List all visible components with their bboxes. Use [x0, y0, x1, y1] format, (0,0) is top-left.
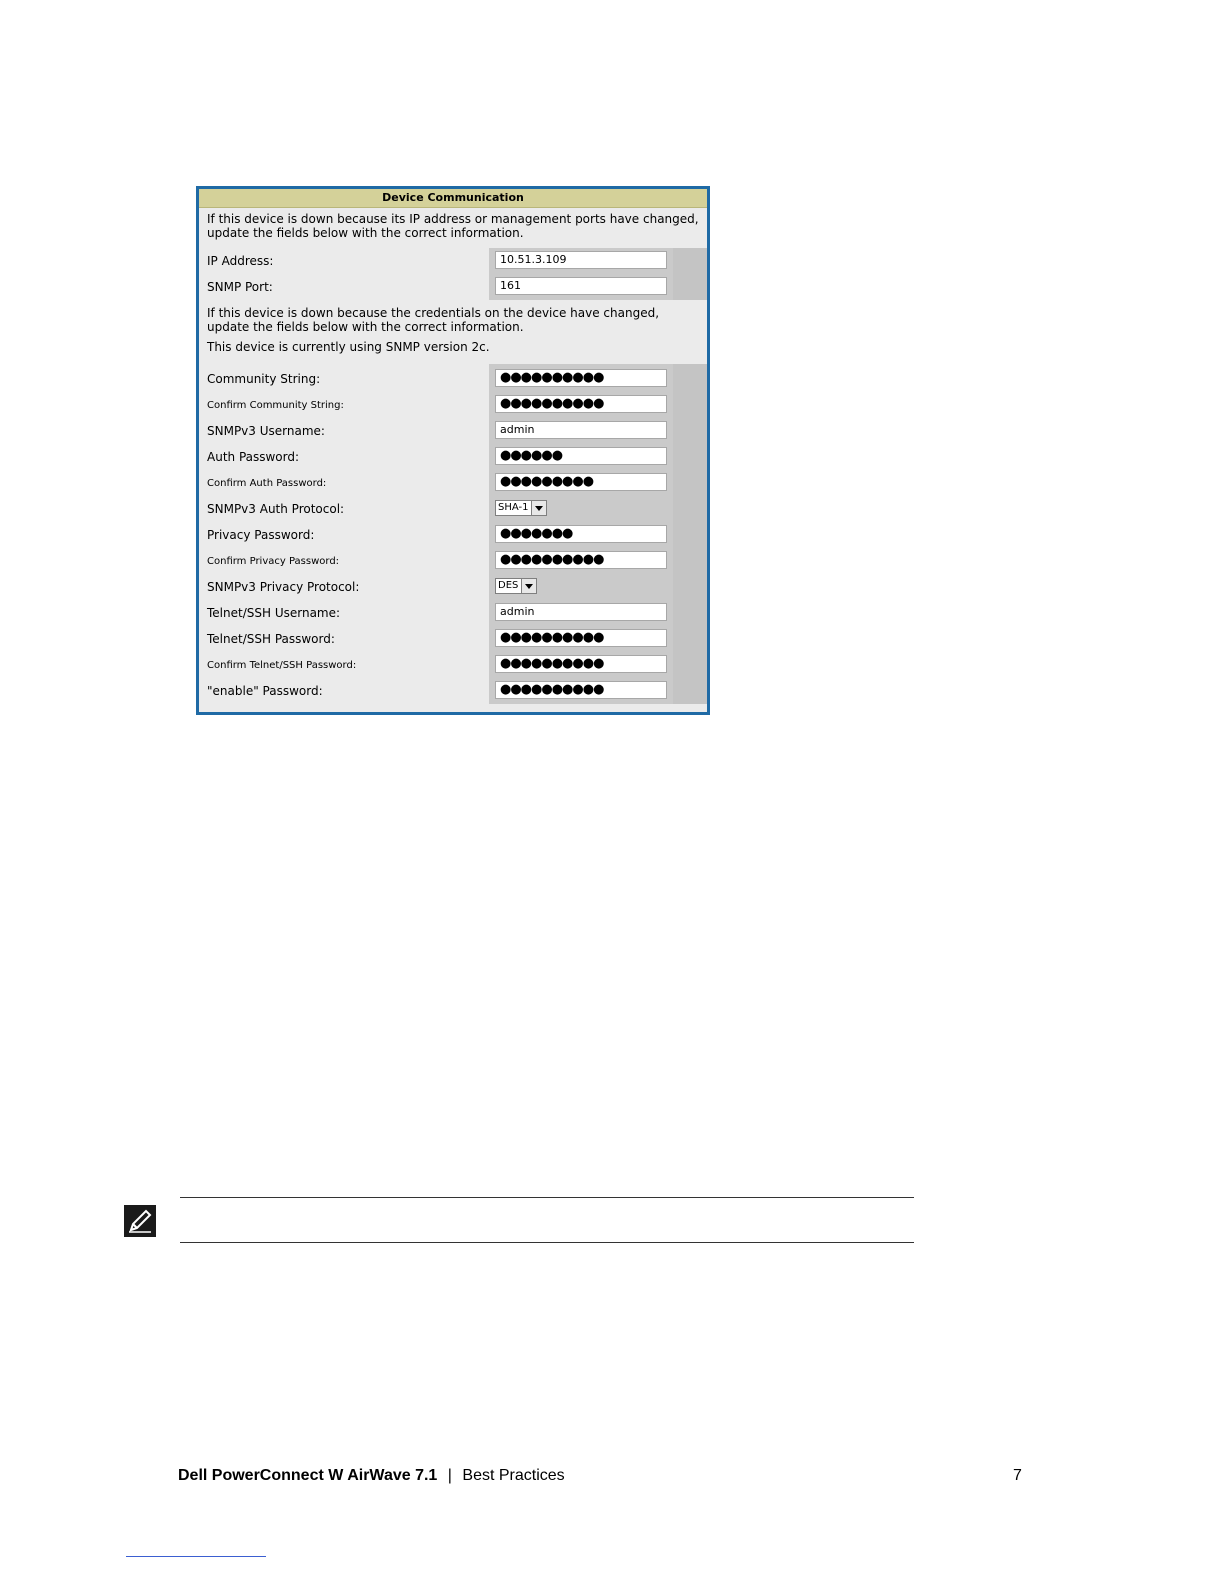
field-row-confirm-privacy-password: [199, 548, 707, 574]
device-communication-panel: [196, 186, 710, 715]
auth-password-label: Auth Password:: [207, 450, 300, 464]
confirm-community-string-input[interactable]: ●●●●●●●●●●: [495, 395, 667, 413]
snmpv3-username-label: SNMPv3 Username:: [207, 424, 325, 438]
auth-password-input[interactable]: ●●●●●●: [495, 447, 667, 465]
chevron-down-icon[interactable]: [531, 501, 546, 515]
field-row-confirm-auth-password: [199, 470, 707, 496]
snmpv3-privacy-protocol-select[interactable]: [495, 578, 537, 594]
enable-password-input[interactable]: ●●●●●●●●●●: [495, 681, 667, 699]
field-row-auth-password: [199, 444, 707, 470]
note-bottom-rule: [180, 1242, 914, 1243]
snmpv3-auth-protocol-label: SNMPv3 Auth Protocol:: [207, 502, 345, 516]
ip-address-label: IP Address:: [207, 254, 274, 268]
footer-product: Dell PowerConnect W AirWave 7.1: [178, 1467, 438, 1484]
field-row-snmpv3-auth-protocol: [199, 496, 707, 522]
address-fields-group: [199, 248, 707, 300]
credential-fields-group: [199, 364, 707, 704]
telnet-ssh-username-label: Telnet/SSH Username:: [207, 606, 341, 620]
field-row-snmpv3-username: [199, 418, 707, 444]
footer-separator: |: [447, 1467, 452, 1484]
footnote-link-rule: [126, 1556, 266, 1557]
confirm-auth-password-label: Confirm Auth Password:: [207, 478, 327, 489]
confirm-privacy-password-input[interactable]: ●●●●●●●●●●: [495, 551, 667, 569]
enable-password-label: "enable" Password:: [207, 684, 323, 698]
privacy-password-input[interactable]: ●●●●●●●: [495, 525, 667, 543]
field-row-enable-password: [199, 678, 707, 704]
confirm-telnet-ssh-password-label: Confirm Telnet/SSH Password:: [207, 660, 357, 671]
field-row-ip-address: [199, 248, 707, 274]
privacy-protocol-value: DES: [498, 580, 519, 591]
ip-address-input[interactable]: 10.51.3.109: [495, 251, 667, 269]
page-footer: [178, 1467, 565, 1485]
field-row-community-string: [199, 366, 707, 392]
address-notice: If this device is down because its IP address or management ports have changed, update the fields below with the correct information.: [207, 212, 699, 240]
credentials-notice: If this device is down because the credentials on the device have changed, update the fields below with the correct information.: [207, 306, 660, 334]
telnet-ssh-password-label: Telnet/SSH Password:: [207, 632, 335, 646]
credentials-notice-block: [199, 300, 707, 354]
confirm-community-string-label: Confirm Community String:: [207, 400, 344, 411]
address-notice-block: [199, 208, 707, 240]
snmpv3-auth-protocol-select[interactable]: [495, 500, 547, 516]
field-row-telnet-ssh-password: [199, 626, 707, 652]
field-row-privacy-password: [199, 522, 707, 548]
telnet-ssh-username-input[interactable]: admin: [495, 603, 667, 621]
snmp-port-input[interactable]: 161: [495, 277, 667, 295]
field-row-snmpv3-privacy-protocol: [199, 574, 707, 600]
auth-protocol-value: SHA-1: [498, 502, 529, 513]
confirm-telnet-ssh-password-input[interactable]: ●●●●●●●●●●: [495, 655, 667, 673]
field-row-confirm-telnet-ssh-password: [199, 652, 707, 678]
panel-title: Device Communication: [199, 189, 707, 208]
chevron-down-icon[interactable]: [521, 579, 536, 593]
field-row-snmp-port: [199, 274, 707, 300]
confirm-privacy-password-label: Confirm Privacy Password:: [207, 556, 340, 567]
field-row-confirm-community-string: [199, 392, 707, 418]
community-string-input[interactable]: ●●●●●●●●●●: [495, 369, 667, 387]
confirm-auth-password-input[interactable]: ●●●●●●●●●: [495, 473, 667, 491]
page-number: 7: [1013, 1467, 1022, 1484]
field-row-telnet-ssh-username: [199, 600, 707, 626]
community-string-label: Community String:: [207, 372, 321, 386]
snmpv3-username-input[interactable]: admin: [495, 421, 667, 439]
privacy-password-label: Privacy Password:: [207, 528, 315, 542]
snmp-version-text: This device is currently using SNMP version 2c.: [207, 340, 490, 354]
telnet-ssh-password-input[interactable]: ●●●●●●●●●●: [495, 629, 667, 647]
note-top-rule: [180, 1197, 914, 1198]
footer-section: Best Practices: [462, 1467, 565, 1484]
pencil-note-icon: [124, 1205, 156, 1237]
snmpv3-privacy-protocol-label: SNMPv3 Privacy Protocol:: [207, 580, 360, 594]
snmp-port-label: SNMP Port:: [207, 280, 273, 294]
